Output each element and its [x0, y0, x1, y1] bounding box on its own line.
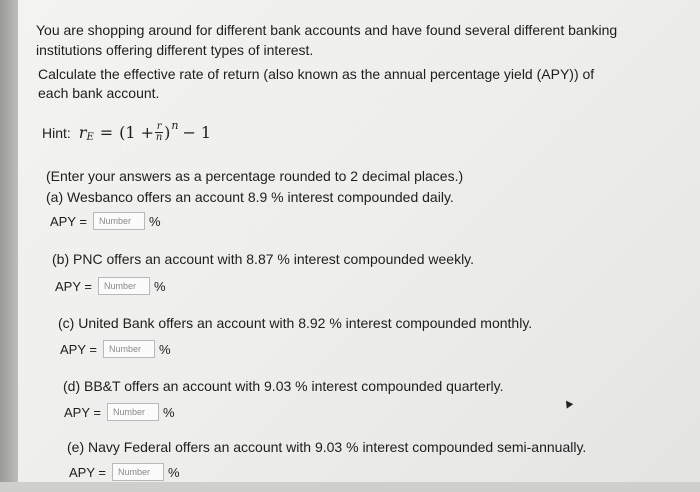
fraction: $\frac{r}{n}$	[155, 121, 163, 143]
percent-unit: %	[162, 404, 175, 420]
apy-input-d[interactable]	[107, 403, 159, 421]
percent-unit: %	[153, 278, 166, 294]
hint-label: Hint:	[42, 124, 71, 141]
question-e-answer-row	[69, 463, 180, 481]
question-b-answer-row	[55, 277, 166, 295]
apy-label: APY =	[64, 404, 101, 420]
question-d-answer-row	[64, 403, 175, 421]
percent-unit: %	[148, 213, 161, 229]
percent-unit: %	[158, 341, 171, 357]
question-e-text: (e) Navy Federal offers an account with 9.03 % interest compounded semi-annually.	[67, 439, 587, 455]
apy-formula: r E = (1 + $\frac{r}{n}$ ) n − 1	[78, 119, 212, 143]
question-b-text: (b) PNC offers an account with 8.87 % interest compounded weekly.	[52, 251, 475, 267]
intro-line-3: Calculate the effective rate of return (also known as the annual percentage yield (APY)) of	[38, 66, 595, 82]
apy-input-c[interactable]	[103, 340, 155, 358]
question-c-text: (c) United Bank offers an account with 8.92 % interest compounded monthly.	[58, 315, 533, 331]
intro-line-2: institutions offering different types of interest.	[36, 42, 314, 58]
apy-label: APY =	[55, 278, 92, 294]
apy-label: APY =	[50, 213, 87, 229]
hint-formula	[42, 119, 212, 143]
question-a-text: (a) Wesbanco offers an account 8.9 % interest compounded daily.	[46, 189, 454, 205]
apy-input-e[interactable]	[112, 463, 164, 481]
apy-input-b[interactable]	[98, 277, 150, 295]
question-c-answer-row	[60, 340, 171, 358]
question-a-answer-row	[50, 212, 161, 230]
percent-unit: %	[167, 464, 180, 480]
instructions-text: (Enter your answers as a percentage rounded to 2 decimal places.)	[46, 168, 464, 184]
apy-label: APY =	[60, 341, 97, 357]
intro-line-4: each bank account.	[38, 85, 160, 101]
apy-input-a[interactable]	[93, 212, 145, 230]
apy-label: APY =	[69, 464, 106, 480]
intro-line-1: You are shopping around for different bank accounts and have found several different banking	[36, 22, 618, 38]
bottom-edge	[0, 482, 700, 492]
question-d-text: (d) BB&T offers an account with 9.03 % interest compounded quarterly.	[63, 378, 504, 394]
